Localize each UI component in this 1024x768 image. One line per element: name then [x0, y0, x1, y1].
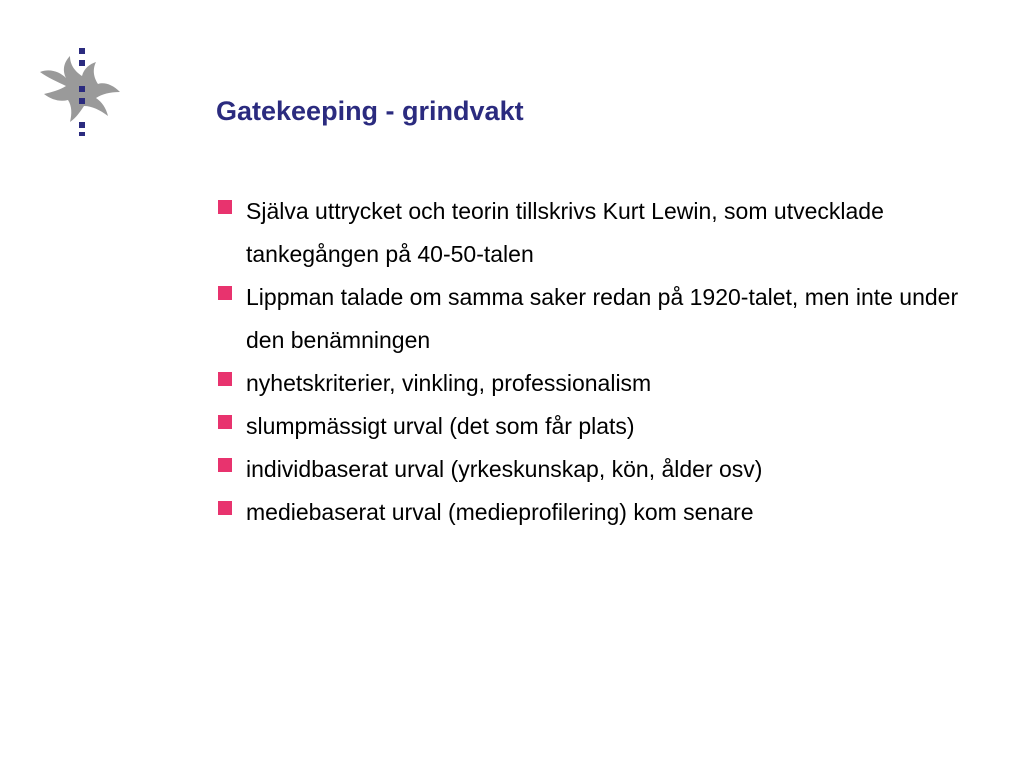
bullet-text: Själva uttrycket och teorin tillskrivs Kurt Lewin, som utvecklade tankegången på 40-50-talen	[246, 198, 884, 267]
bullet-item	[218, 276, 978, 362]
square-bullet-icon	[218, 286, 232, 300]
bullet-list	[218, 190, 978, 534]
bullet-item	[218, 405, 978, 448]
square-bullet-icon	[218, 501, 232, 515]
bullet-text: nyhetskriterier, vinkling, professionalism	[246, 370, 652, 396]
square-bullet-icon	[218, 200, 232, 214]
bullet-item	[218, 190, 978, 276]
helsinki-flame-logo-icon	[36, 46, 126, 136]
bullet-text: Lippman talade om samma saker redan på 1920-talet, men inte under den benämningen	[246, 284, 959, 353]
bullet-item	[218, 491, 978, 534]
bullet-text: mediebaserat urval (medieprofilering) kom senare	[246, 499, 754, 525]
bullet-text: individbaserat urval (yrkeskunskap, kön, ålder osv)	[246, 456, 763, 482]
square-bullet-icon	[218, 458, 232, 472]
bullet-item	[218, 362, 978, 405]
bullet-text: slumpmässigt urval (det som får plats)	[246, 413, 635, 439]
square-bullet-icon	[218, 372, 232, 386]
bullet-item	[218, 448, 978, 491]
square-bullet-icon	[218, 415, 232, 429]
slide-title: Gatekeeping - grindvakt	[216, 96, 524, 126]
